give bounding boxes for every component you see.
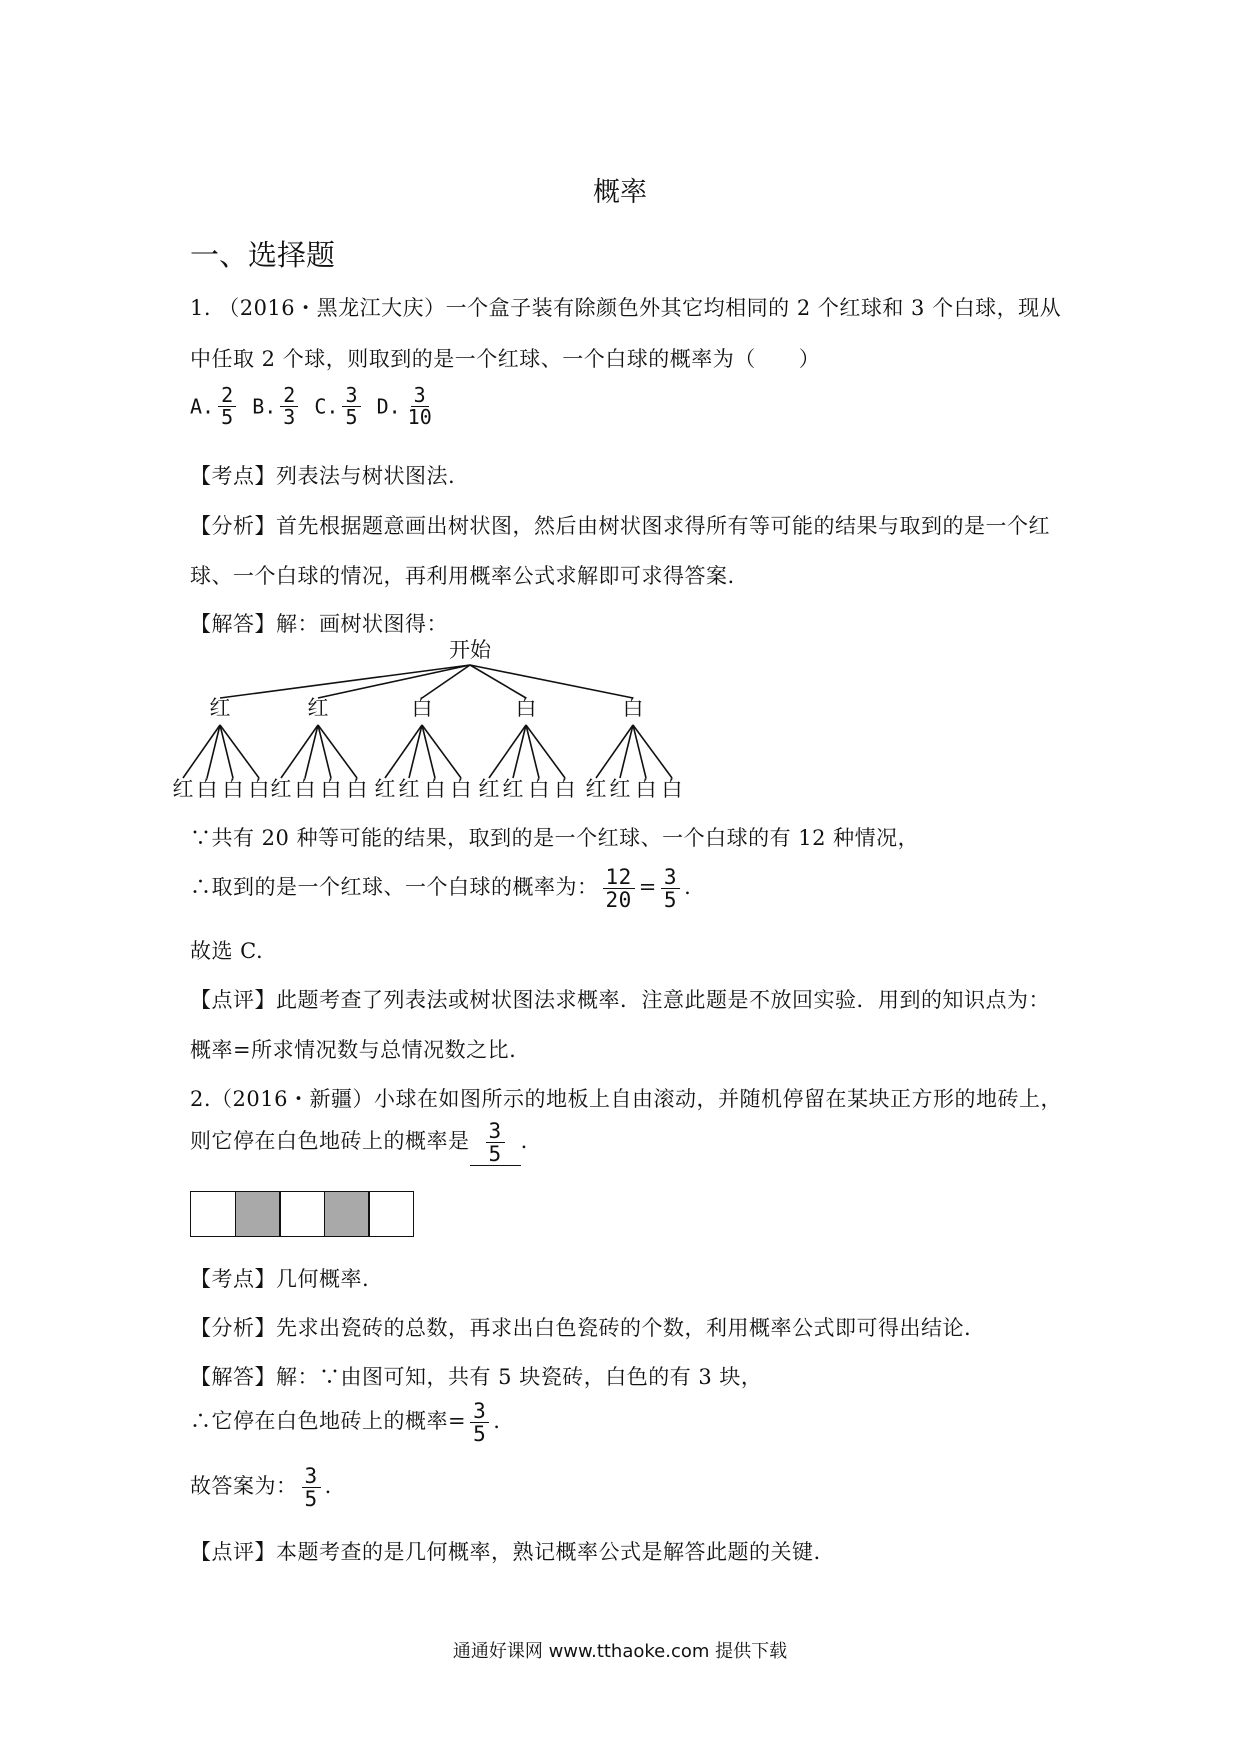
frac-numerator: 3 (661, 866, 680, 889)
q2-fenxi: 【分析】先求出瓷砖的总数，再求出白色瓷砖的个数，利用概率公式即可得出结论. (190, 1316, 972, 1340)
option-c (314, 383, 376, 429)
option-letter: C. (314, 394, 339, 419)
option-fraction (342, 385, 360, 428)
period: . (520, 1129, 528, 1154)
frac-denominator: 5 (663, 888, 678, 913)
tree-leaf-line (489, 725, 526, 778)
q1-dianping-line2: 概率=所求情况数与总情况数之比. (190, 1038, 517, 1062)
q2-question-text: 则它停在白色地砖上的概率是 (190, 1129, 470, 1154)
fraction-12-20 (603, 866, 635, 911)
equals-sign: = (638, 875, 657, 900)
q2-answer (190, 1465, 332, 1510)
option-a (190, 383, 252, 429)
frac-denominator: 5 (221, 405, 234, 429)
gray-tile (324, 1191, 370, 1237)
tree-diagram (172, 630, 820, 810)
tree-leaf-label: 白 (320, 777, 342, 801)
tree-leaf-label: 白 (196, 777, 218, 801)
frac-denominator: 5 (345, 405, 358, 429)
frac-numerator: 3 (470, 1400, 489, 1423)
section-heading: 一、选择题 (190, 238, 336, 272)
tree-leaf-label: 白 (635, 777, 657, 801)
tree-leaf-label: 白 (222, 777, 244, 801)
fraction-3-5 (470, 1400, 489, 1445)
answer-blank (470, 1120, 521, 1166)
tree-leaf-label: 白 (450, 777, 472, 801)
q1-dianping-line1: 【点评】此题考查了列表法或树状图法求概率．注意此题是不放回实验．用到的知识点为： (190, 988, 1050, 1012)
option-letter: A. (190, 394, 215, 419)
q1-choose: 故选 C. (190, 939, 264, 963)
tree-leaf-label: 白 (294, 777, 316, 801)
frac-numerator: 12 (603, 866, 635, 889)
option-b (252, 383, 314, 429)
frac-denominator: 5 (304, 1487, 318, 1512)
option-letter: D. (376, 394, 401, 419)
q1-text-line1: 1. （2016・黑龙江大庆）一个盒子装有除颜色外其它均相同的 2 个红球和 3 个白球，现从 (190, 296, 1062, 320)
tree-leaf-label: 红 (270, 777, 292, 801)
option-letter: B. (252, 394, 277, 419)
q1-options (190, 385, 439, 428)
tree-branch-label: 白 (515, 696, 537, 720)
q1-jieda: 【解答】解：画树状图得： (190, 612, 448, 636)
q1-fenxi-line2: 球、一个白球的情况，再利用概率公式求解即可求得答案. (190, 564, 735, 588)
white-tile (368, 1191, 414, 1237)
period: . (684, 875, 692, 900)
tree-leaf-label: 红 (585, 777, 607, 801)
tree-leaf-label: 红 (478, 777, 500, 801)
period: . (324, 1474, 332, 1499)
tree-leaf-line (596, 725, 633, 778)
tree-branch-label: 白 (622, 696, 644, 720)
tree-leaf-line (183, 725, 220, 778)
q1-text-line2: 中任取 2 个球，则取到的是一个红球、一个白球的概率为（ ） (190, 347, 821, 371)
option-fraction (280, 385, 298, 428)
floor-tiles (190, 1191, 414, 1237)
q1-kaodian: 【考点】列表法与树状图法. (190, 464, 456, 488)
tree-leaf-label: 红 (609, 777, 631, 801)
white-tile (190, 1191, 236, 1237)
tree-leaf-label: 红 (398, 777, 420, 801)
q2-jieda: 【解答】解：∵由图可知，共有 5 块瓷砖，白色的有 3 块， (190, 1365, 763, 1389)
period: . (493, 1409, 501, 1434)
answer-fraction (486, 1120, 505, 1165)
frac-denominator: 5 (473, 1422, 487, 1447)
q2-therefore (190, 1400, 500, 1445)
frac-denominator: 20 (605, 888, 632, 913)
fraction-3-5 (661, 866, 680, 911)
tree-leaf-label: 白 (424, 777, 446, 801)
therefore-text: ∴它停在白色地砖上的概率= (190, 1409, 467, 1434)
fraction-3-5 (302, 1465, 321, 1510)
q2-dianping: 【点评】本题考查的是几何概率，熟记概率公式是解答此题的关键. (190, 1540, 821, 1564)
footer-watermark: 通通好课网 www.tthaoke.com 提供下载 (452, 1641, 788, 1662)
tree-root-label: 开始 (449, 638, 491, 662)
tree-leaf-label: 红 (502, 777, 524, 801)
q2-kaodian: 【考点】几何概率. (190, 1267, 370, 1291)
option-fraction (405, 385, 435, 428)
frac-denominator: 5 (488, 1142, 502, 1167)
q2-text-line1: 2.（2016・新疆）小球在如图所示的地板上自由滚动，并随机停留在某块正方形的地砖上， (190, 1087, 1062, 1111)
gray-tile (235, 1191, 281, 1237)
frac-denominator: 3 (283, 405, 296, 429)
tree-leaf-label: 白 (554, 777, 576, 801)
tree-leaf-label: 白 (528, 777, 550, 801)
q2-text-line2 (190, 1120, 528, 1166)
tree-branch-label: 红 (307, 696, 329, 720)
tree-leaf-line (281, 725, 318, 778)
q1-because: ∵共有 20 种等可能的结果，取到的是一个红球、一个白球的有 12 种情况， (190, 826, 920, 850)
option-d (376, 383, 439, 429)
frac-numerator: 3 (302, 1465, 321, 1488)
frac-numerator: 2 (218, 385, 236, 407)
tree-leaf-label: 白 (248, 777, 270, 801)
option-fraction (218, 385, 236, 428)
white-tile (279, 1191, 325, 1237)
q1-therefore (190, 866, 691, 911)
page-title: 概率 (593, 177, 647, 208)
frac-numerator: 2 (280, 385, 298, 407)
tree-leaf-label: 红 (172, 777, 194, 801)
tree-branch-line (220, 665, 470, 698)
tree-branch-label: 白 (411, 696, 433, 720)
tree-leaf-line (385, 725, 422, 778)
tree-leaf-label: 白 (661, 777, 683, 801)
tree-leaf-label: 白 (346, 777, 368, 801)
frac-numerator: 3 (411, 385, 429, 407)
q1-fenxi-line1: 【分析】首先根据题意画出树状图，然后由树状图求得所有等可能的结果与取到的是一个红 (190, 514, 1050, 538)
therefore-text: ∴取到的是一个红球、一个白球的概率为： (190, 875, 599, 900)
tree-branch-label: 红 (209, 696, 231, 720)
frac-numerator: 3 (486, 1120, 505, 1143)
frac-numerator: 3 (342, 385, 360, 407)
answer-text: 故答案为： (190, 1474, 298, 1499)
tree-branch-line (470, 665, 633, 698)
tree-leaf-label: 红 (374, 777, 396, 801)
frac-denominator: 10 (407, 405, 432, 429)
